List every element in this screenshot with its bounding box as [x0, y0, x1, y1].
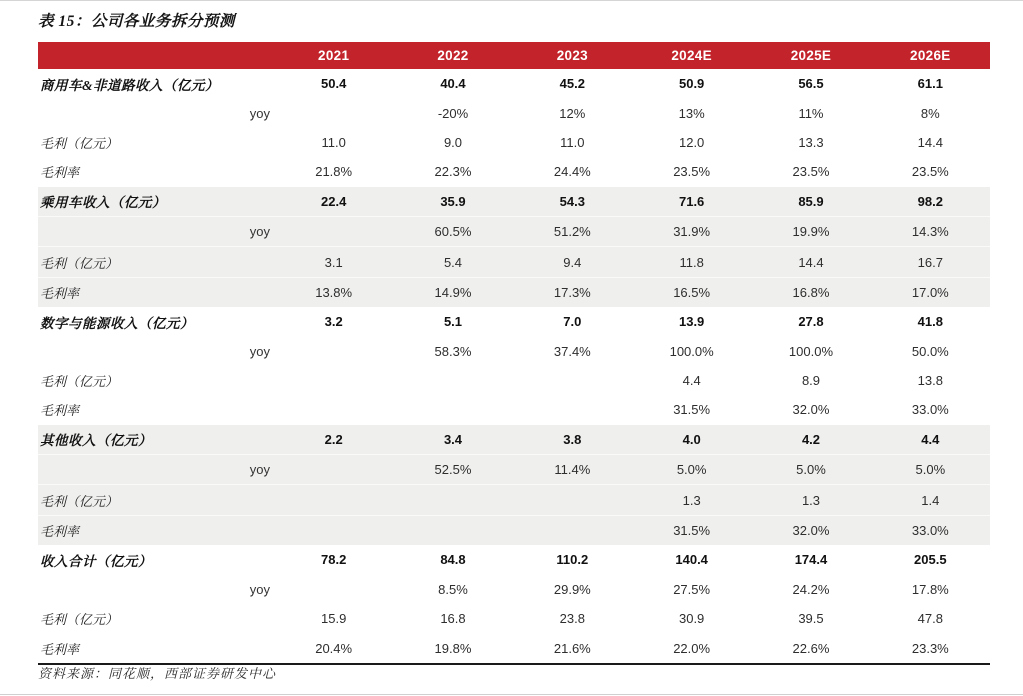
row-label: yoy: [38, 455, 274, 485]
cell-value: 3.1: [274, 247, 393, 277]
cell-value: 8%: [920, 105, 940, 121]
cell-value: [513, 395, 632, 424]
row-label: 商用车&非道路收入（亿元）: [40, 77, 220, 93]
cell-value: 33.0%: [911, 402, 949, 418]
cell-value: [274, 575, 393, 604]
cell-value: 22.3%: [434, 164, 472, 180]
cell-value: 4.4: [682, 373, 701, 389]
cell-value: 9.0: [443, 134, 463, 150]
cell-value: 205.5: [914, 552, 947, 568]
row-label: 毛利（亿元）: [40, 612, 119, 628]
year-column-header: 2023: [513, 42, 632, 69]
cell-value: 7.0: [563, 314, 582, 330]
cell-value: 8.9: [801, 373, 821, 389]
cell-value: 11%: [798, 105, 824, 121]
table-row: [38, 366, 990, 395]
table-row: [38, 157, 990, 186]
cell-value: 21.6%: [553, 640, 591, 656]
cell-value: 11.0: [560, 134, 585, 150]
table-row: [38, 337, 990, 366]
row-label: 毛利（亿元）: [40, 135, 119, 151]
cell-value: 16.7: [871, 247, 990, 277]
table-row: [38, 128, 990, 157]
row-label: yoy: [38, 216, 274, 246]
table-row: [38, 216, 990, 246]
row-label: 毛利率: [38, 277, 274, 307]
cell-value: [274, 337, 393, 366]
cell-value: 100.0%: [788, 343, 834, 359]
cell-value: 110.2: [556, 552, 589, 568]
cell-value: 32.0%: [792, 402, 830, 418]
cell-value: 23.8: [559, 611, 585, 627]
cell-value: 41.8: [917, 314, 943, 330]
row-label: yoy: [249, 581, 270, 597]
cell-value: 19.9%: [751, 216, 870, 246]
row-label: 毛利率: [40, 641, 80, 657]
cell-value: 52.5%: [393, 455, 512, 485]
row-label: 乘用车收入（亿元）: [38, 187, 274, 217]
cell-value: 29.9%: [553, 581, 591, 597]
table-row: [38, 247, 990, 277]
cell-value: 56.5: [798, 76, 824, 92]
table-header: [38, 42, 990, 69]
cell-value: 16.5%: [632, 277, 751, 307]
cell-value: 45.2: [559, 76, 585, 92]
cell-value: 40.4: [440, 76, 466, 92]
cell-value: 20.4%: [315, 640, 353, 656]
cell-value: 85.9: [751, 187, 870, 217]
cell-value: [274, 515, 393, 545]
bottom-divider: [0, 694, 1023, 695]
row-label: yoy: [249, 105, 270, 121]
cell-value: 22.6%: [792, 640, 830, 656]
table-row: [38, 277, 990, 307]
cell-value: 32.0%: [751, 515, 870, 545]
cell-value: 3.8: [513, 425, 632, 455]
year-column-header: 2021: [274, 42, 393, 69]
row-label: 数字与能源收入（亿元）: [40, 315, 194, 331]
source-note: 资料来源：同花顺，西部证券研发中心: [38, 666, 277, 681]
cell-value: [393, 515, 512, 545]
cell-value: 61.1: [917, 76, 943, 92]
cell-value: 13%: [678, 105, 705, 121]
cell-value: 27.5%: [673, 581, 711, 597]
business-forecast-table: [38, 42, 990, 665]
cell-value: 50.4: [321, 76, 347, 92]
cell-value: 14.3%: [871, 216, 990, 246]
cell-value: 14.4: [751, 247, 870, 277]
cell-value: [513, 515, 632, 545]
year-column-header: 2025E: [751, 42, 870, 69]
table-title: 表 15：公司各业务拆分预测: [38, 13, 235, 30]
row-label: 毛利（亿元）: [38, 485, 274, 515]
cell-value: 16.8: [440, 611, 466, 627]
cell-value: 2.2: [274, 425, 393, 455]
cell-value: 71.6: [632, 187, 751, 217]
header-row: [38, 42, 990, 69]
cell-value: 47.8: [917, 611, 943, 627]
cell-value: [393, 485, 512, 515]
table-row: [38, 515, 990, 545]
cell-value: 5.0%: [632, 455, 751, 485]
cell-value: [274, 395, 393, 424]
cell-value: [513, 366, 632, 395]
row-label: 毛利（亿元）: [38, 247, 274, 277]
cell-value: 4.4: [871, 425, 990, 455]
year-column-header: 2026E: [871, 42, 990, 69]
cell-value: 11.0: [321, 134, 346, 150]
cell-value: 140.4: [675, 552, 708, 568]
cell-value: 78.2: [321, 552, 347, 568]
cell-value: [274, 485, 393, 515]
cell-value: 23.5%: [911, 164, 949, 180]
cell-value: [274, 455, 393, 485]
row-label: 毛利率: [40, 403, 80, 419]
cell-value: 12.0: [678, 134, 705, 150]
cell-value: 21.8%: [315, 164, 353, 180]
cell-value: 5.0%: [751, 455, 870, 485]
cell-value: 23.5%: [673, 164, 711, 180]
cell-value: 14.4: [917, 134, 943, 150]
cell-value: 37.4%: [553, 343, 591, 359]
cell-value: 35.9: [393, 187, 512, 217]
cell-value: 15.9: [321, 611, 347, 627]
cell-value: 24.2%: [792, 581, 830, 597]
row-label: 毛利（亿元）: [40, 374, 119, 390]
cell-value: 5.1: [443, 314, 463, 330]
cell-value: 50.0%: [911, 343, 949, 359]
cell-value: 13.8%: [274, 277, 393, 307]
cell-value: 60.5%: [393, 216, 512, 246]
row-label-header-cell: [38, 42, 274, 69]
cell-value: 31.5%: [673, 402, 711, 418]
row-label: 毛利率: [40, 165, 80, 181]
cell-value: 100.0%: [669, 343, 714, 359]
cell-value: 174.4: [794, 552, 828, 568]
cell-value: 17.0%: [871, 277, 990, 307]
cell-value: 33.0%: [871, 515, 990, 545]
row-label: 其他收入（亿元）: [38, 425, 274, 455]
cell-value: 31.9%: [632, 216, 751, 246]
table-row: [38, 187, 990, 217]
top-divider: [0, 0, 1023, 1]
table-row: [38, 604, 990, 633]
cell-value: 9.4: [513, 247, 632, 277]
cell-value: 98.2: [871, 187, 990, 217]
table-row: [38, 455, 990, 485]
table-row: [38, 425, 990, 455]
table-row: [38, 575, 990, 604]
cell-value: 8.5%: [438, 581, 468, 597]
cell-value: [274, 366, 393, 395]
table-row: [38, 485, 990, 515]
cell-value: 17.3%: [513, 277, 632, 307]
cell-value: 11.4%: [513, 455, 632, 485]
cell-value: [393, 395, 512, 424]
year-column-header: 2024E: [632, 42, 751, 69]
cell-value: 22.4: [274, 187, 393, 217]
cell-value: 11.8: [632, 247, 751, 277]
table-body: [38, 69, 990, 664]
cell-value: 5.0%: [871, 455, 990, 485]
year-column-header: 2022: [393, 42, 512, 69]
cell-value: [274, 98, 393, 127]
cell-value: 13.9: [678, 314, 705, 330]
row-label: yoy: [249, 343, 270, 359]
cell-value: 4.0: [632, 425, 751, 455]
cell-value: 19.8%: [434, 640, 472, 656]
cell-value: [513, 485, 632, 515]
cell-value: 51.2%: [513, 216, 632, 246]
cell-value: 27.8: [798, 314, 824, 330]
cell-value: 39.5: [798, 611, 824, 627]
cell-value: 31.5%: [632, 515, 751, 545]
cell-value: 4.2: [751, 425, 870, 455]
cell-value: 23.5%: [792, 164, 830, 180]
cell-value: 1.3: [751, 485, 870, 515]
cell-value: 1.4: [871, 485, 990, 515]
cell-value: 14.9%: [393, 277, 512, 307]
cell-value: 17.8%: [911, 581, 949, 597]
table-row: [38, 69, 990, 98]
cell-value: 16.8%: [751, 277, 870, 307]
cell-value: 5.4: [393, 247, 512, 277]
table-row: [38, 307, 990, 336]
row-label: 收入合计（亿元）: [40, 553, 152, 569]
cell-value: 24.4%: [553, 164, 591, 180]
cell-value: 12%: [559, 105, 586, 121]
cell-value: 1.3: [632, 485, 751, 515]
cell-value: 84.8: [440, 552, 466, 568]
cell-value: 50.9: [678, 76, 705, 92]
cell-value: -20%: [437, 105, 469, 121]
cell-value: 22.0%: [673, 640, 711, 656]
table-row: [38, 633, 990, 663]
table-row: [38, 98, 990, 127]
cell-value: [393, 366, 512, 395]
table-row: [38, 395, 990, 424]
cell-value: 23.3%: [911, 640, 949, 656]
row-label: 毛利率: [38, 515, 274, 545]
cell-value: 30.9: [678, 611, 705, 627]
cell-value: 58.3%: [434, 343, 472, 359]
cell-value: 54.3: [513, 187, 632, 217]
cell-value: 3.2: [324, 314, 343, 330]
cell-value: 13.8: [917, 373, 943, 389]
cell-value: [274, 216, 393, 246]
table-row: [38, 545, 990, 574]
cell-value: 3.4: [393, 425, 512, 455]
cell-value: 13.3: [798, 134, 824, 150]
